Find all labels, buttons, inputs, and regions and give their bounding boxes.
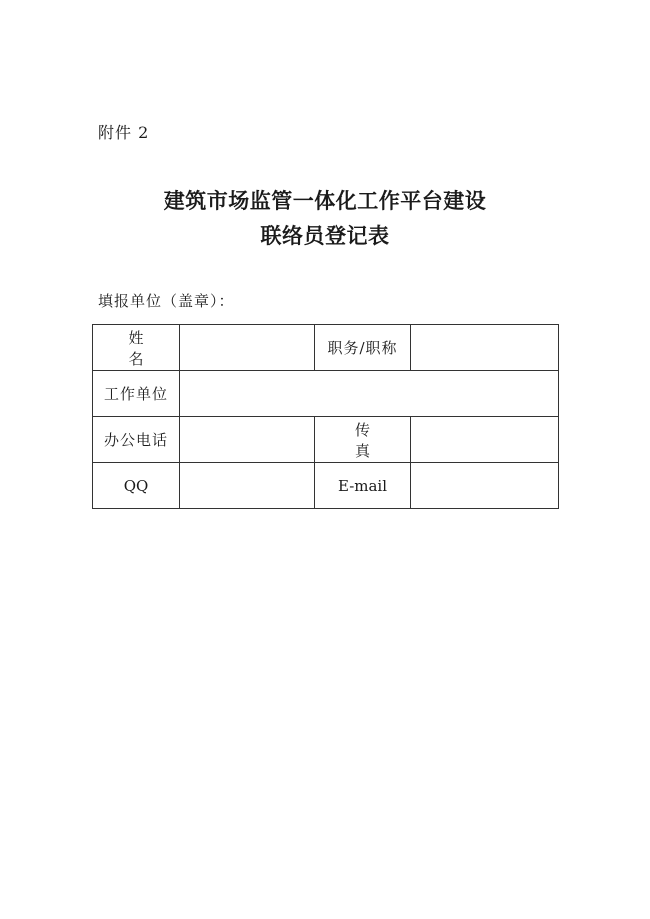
position-title-field[interactable] bbox=[411, 325, 559, 371]
position-title-label: 职务/职称 bbox=[315, 325, 411, 371]
fax-field[interactable] bbox=[411, 417, 559, 463]
office-phone-label: 办公电话 bbox=[93, 417, 180, 463]
document-title: 建筑市场监管一体化工作平台建设 bbox=[163, 189, 487, 213]
qq-field[interactable] bbox=[180, 463, 315, 509]
table-row-work-unit bbox=[93, 371, 559, 417]
name-field[interactable] bbox=[180, 325, 315, 371]
email-field[interactable] bbox=[411, 463, 559, 509]
fax-label: 传真 bbox=[315, 417, 411, 463]
registration-table bbox=[92, 324, 559, 509]
work-unit-label: 工作单位 bbox=[93, 371, 180, 417]
table-row-name bbox=[93, 325, 559, 371]
name-label: 姓名 bbox=[93, 325, 180, 371]
office-phone-field[interactable] bbox=[180, 417, 315, 463]
work-unit-field[interactable] bbox=[180, 371, 559, 417]
document-subtitle: 联络员登记表 bbox=[260, 224, 390, 248]
table-row-phone bbox=[93, 417, 559, 463]
attachment-label: 附件 2 bbox=[98, 123, 150, 142]
email-label: E-mail bbox=[315, 463, 411, 509]
table-row-qq bbox=[93, 463, 559, 509]
qq-label: QQ bbox=[93, 463, 180, 509]
fill-unit-label: 填报单位（盖章）： bbox=[98, 292, 235, 310]
